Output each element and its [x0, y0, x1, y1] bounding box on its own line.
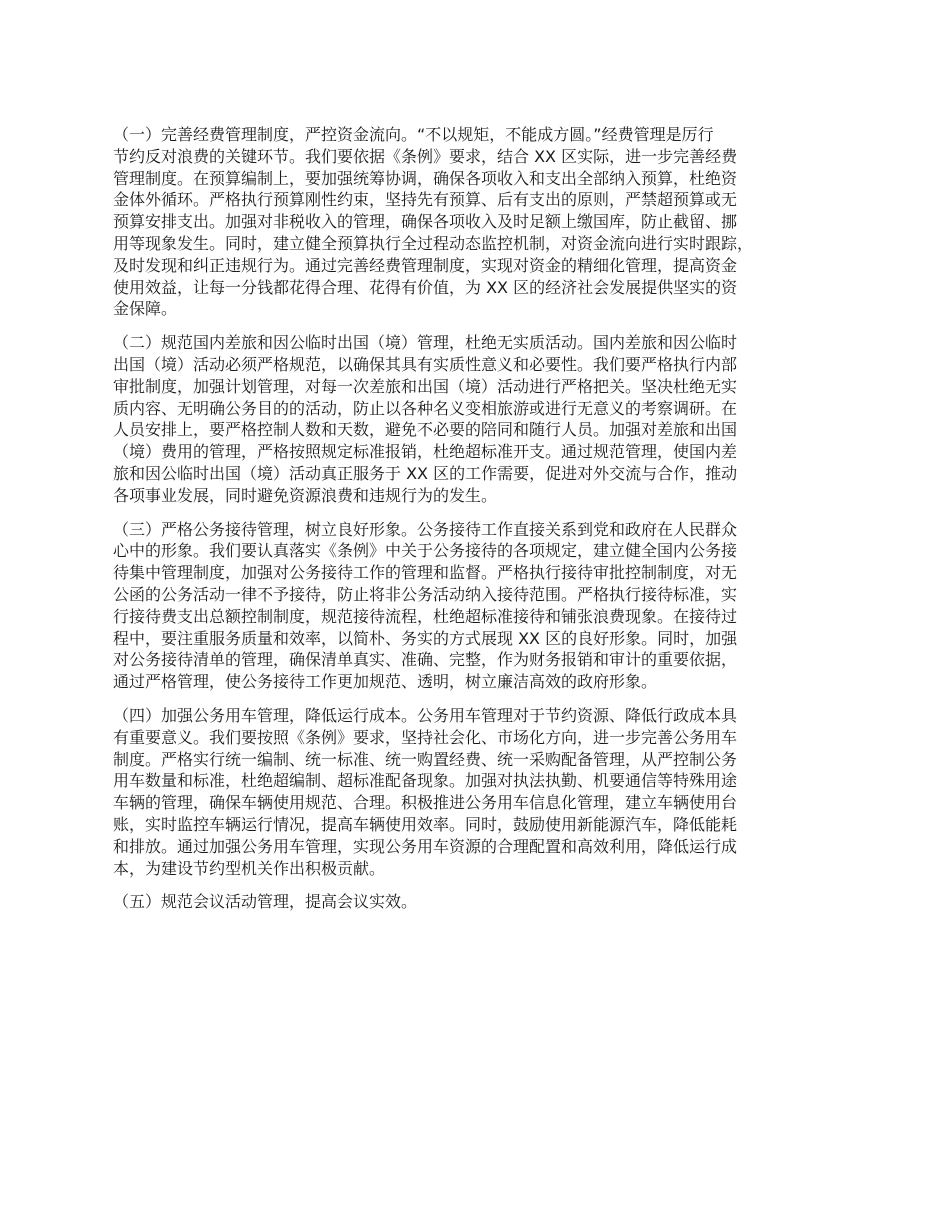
text-line: 行接待费支出总额控制制度，规范接待流程，杜绝超标准接待和铺张浪费现象。在接待过 [113, 606, 738, 626]
text-line: 各项事业发展，同时避免资源浪费和违规行为的发生。 [113, 485, 498, 505]
document-body [113, 124, 858, 925]
text-line: 制度。严格实行统一编制、统一标准、统一购置经费、统一采购配备管理，从严控制公务 [113, 749, 738, 769]
text-line: （境）费用的管理，严格按照规定标准报销，杜绝超标准开支。通过规范管理，使国内差 [113, 442, 738, 462]
text-line: 金体外循环。严格执行预算刚性约束，坚持先有预算、后有支出的原则，严禁超预算或无 [113, 190, 738, 210]
text-line: 车辆的管理，确保车辆使用规范、合理。积极推进公务用车信息化管理，建立车辆使用台 [113, 793, 738, 813]
text-line: 有重要意义。我们要按照《条例》要求，坚持社会化、市场化方向，进一步完善公务用车 [113, 727, 738, 747]
text-line: 程中，要注重服务质量和效率，以简朴、务实的方式展现 XX 区的良好形象。同时，加强 [113, 628, 738, 648]
paragraph [113, 124, 858, 320]
text-line: （五）规范会议活动管理，提高会议实效。 [113, 892, 418, 912]
text-line: 人员安排上，要严格控制人数和天数，避免不必要的陪同和随行人员。加强对差旅和出国 [113, 420, 738, 440]
text-line: 节约反对浪费的关键环节。我们要依据《条例》要求，结合 XX 区实际，进一步完善经费 [113, 146, 738, 166]
text-line: （三）严格公务接待管理，树立良好形象。公务接待工作直接关系到党和政府在人民群众 [113, 519, 738, 539]
text-line: 金保障。 [113, 299, 178, 319]
text-line: 及时发现和纠正违规行为。通过完善经费管理制度，实现对资金的精细化管理，提高资金 [113, 255, 738, 275]
text-line: 质内容、无明确公务目的的活动，防止以各种名义变相旅游或进行无意义的考察调研。在 [113, 398, 738, 418]
text-line: 使用效益，让每一分钱都花得合理、花得有价值，为 XX 区的经济社会发展提供坚实的资 [113, 277, 738, 297]
text-line: 出国（境）活动必须严格规范，以确保其具有实质性意义和必要性。我们要严格执行内部 [113, 354, 738, 374]
text-line: 本，为建设节约型机关作出积极贡献。 [113, 858, 386, 878]
paragraph [113, 332, 858, 506]
text-line: 心中的形象。我们要认真落实《条例》中关于公务接待的各项规定，建立健全国内公务接 [113, 541, 738, 561]
text-line: 管理制度。在预算编制上，要加强统筹协调，确保各项收入和支出全部纳入预算，杜绝资 [113, 168, 738, 188]
text-line: 待集中管理制度，加强对公务接待工作的管理和监督。严格执行接待审批控制制度，对无 [113, 563, 738, 583]
text-line: （四）加强公务用车管理，降低运行成本。公务用车管理对于节约资源、降低行政成本具 [113, 705, 738, 725]
paragraph [113, 705, 858, 879]
text-line: 通过严格管理，使公务接待工作更加规范、透明，树立廉洁高效的政府形象。 [113, 672, 658, 692]
text-line: 用车数量和标准，杜绝超编制、超标准配备现象。加强对执法执勤、机要通信等特殊用途 [113, 771, 738, 791]
paragraph [113, 519, 858, 693]
text-line: （一）完善经费管理制度，严控资金流向。“不以规矩，不能成方圆。”经费管理是厉行 [113, 125, 714, 144]
text-line: 公函的公务活动一律不予接待，防止将非公务活动纳入接待范围。严格执行接待标准，实 [113, 584, 738, 604]
text-line: 和排放。通过加强公务用车管理，实现公务用车资源的合理配置和高效利用，降低运行成 [113, 836, 738, 856]
text-line: 用等现象发生。同时，建立健全预算执行全过程动态监控机制，对资金流向进行实时跟踪， [113, 233, 754, 253]
text-line: 审批制度，加强计划管理，对每一次差旅和出国（境）活动进行严格把关。坚决杜绝无实 [113, 376, 738, 396]
text-line: 账，实时监控车辆运行情况，提高车辆使用效率。同时，鼓励使用新能源汽车，降低能耗 [113, 814, 738, 834]
text-line: 对公务接待清单的管理，确保清单真实、准确、完整，作为财务报销和审计的重要依据， [113, 650, 738, 670]
text-line: （二）规范国内差旅和因公临时出国（境）管理，杜绝无实质活动。国内差旅和因公临时 [113, 333, 738, 353]
text-line: 预算安排支出。加强对非税收入的管理，确保各项收入及时足额上缴国库，防止截留、挪 [113, 212, 738, 232]
text-line: 旅和因公临时出国（境）活动真正服务于 XX 区的工作需要，促进对外交流与合作，推动 [113, 463, 738, 483]
paragraph [113, 891, 858, 913]
